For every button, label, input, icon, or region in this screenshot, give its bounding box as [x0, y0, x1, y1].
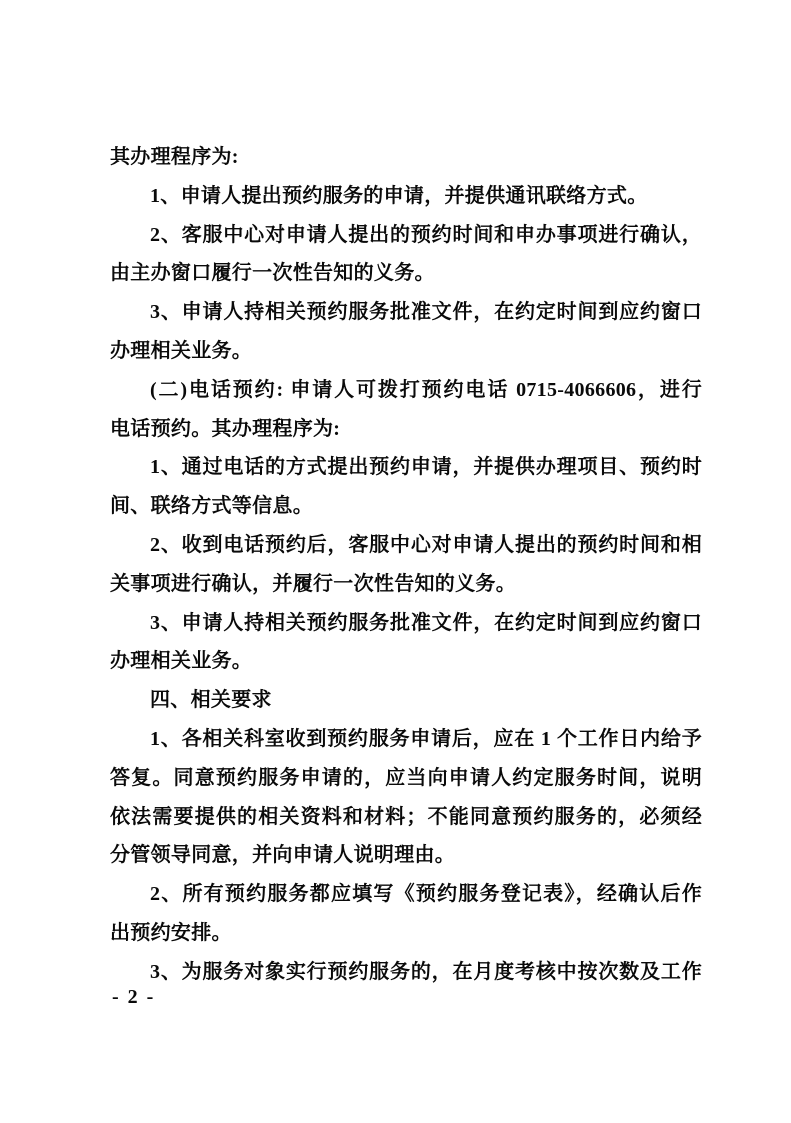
text-line: 3、申请人持相关预约服务批准文件，在约定时间到应约窗口: [150, 301, 702, 324]
document-body: [110, 138, 702, 992]
text-line: 关事项进行确认，并履行一次性告知的义务。: [110, 572, 516, 595]
text-line: 答复。同意预约服务申请的，应当向申请人约定服务时间，说明: [110, 766, 702, 789]
text-line: 1、通过电话的方式提出预约申请，并提供办理项目、预约时: [150, 456, 702, 479]
text-line: 依法需要提供的相关资料和材料；不能同意预约服务的，必须经: [110, 805, 702, 828]
text-line: 间、联络方式等信息。: [110, 495, 313, 518]
text-line: 1、申请人提出预约服务的申请，并提供通讯联络方式。: [150, 184, 648, 207]
text-line: 3、申请人持相关预约服务批准文件，在约定时间到应约窗口: [150, 611, 702, 634]
text-line: 办理相关业务。: [110, 650, 253, 673]
text-line: 办理相关业务。: [110, 339, 253, 362]
text-line: 出预约安排。: [110, 921, 232, 944]
text-line: 2、收到电话预约后，客服中心对申请人提出的预约时间和相: [150, 533, 702, 556]
text-line: 电话预约。其办理程序为:: [110, 417, 341, 440]
text-line: 1、各相关科室收到预约服务申请后，应在 1 个工作日内给予: [150, 727, 702, 750]
page-number: - 2 -: [112, 986, 156, 1008]
text-line: (二)电话预约: 申请人可拨打预约电话 0715-4066606，进行: [150, 378, 702, 401]
text-line: 由主办窗口履行一次性告知的义务。: [110, 262, 435, 285]
text-line: 3、为服务对象实行预约服务的，在月度考核中按次数及工作: [150, 960, 702, 983]
text-line: 2、所有预约服务都应填写《预约服务登记表》，经确认后作: [150, 883, 702, 906]
text-line: 分管领导同意，并向申请人说明理由。: [110, 844, 456, 867]
text-line: 2、客服中心对申请人提出的预约时间和申办事项进行确认，: [150, 223, 702, 246]
text-line: 四、相关要求: [150, 689, 272, 712]
text-line: 其办理程序为:: [110, 146, 239, 168]
